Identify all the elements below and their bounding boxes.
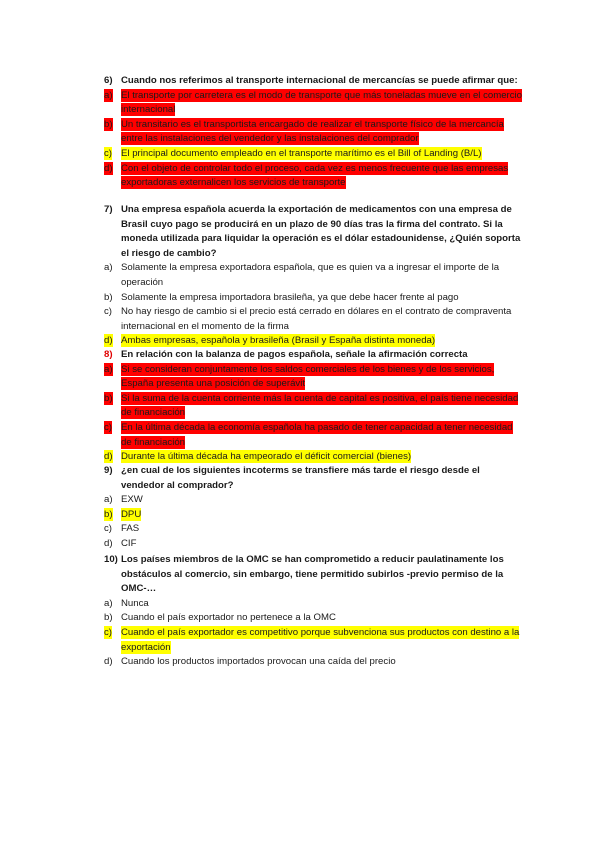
question-6	[104, 74, 524, 191]
option-text: No hay riesgo de cambio si el precio está cerrado en dólares en el contrato de compraventa internacional en el momento de la firma	[121, 306, 512, 332]
option-letter: a)	[104, 363, 113, 375]
question-10-header	[104, 553, 524, 597]
option-c	[104, 305, 524, 334]
option-a	[104, 597, 524, 612]
option-c	[104, 626, 524, 655]
question-8	[104, 348, 524, 465]
question-text: ¿en cual de los siguientes incoterms se transfiere más tarde el riesgo desde el vendedor al comprador?	[121, 465, 480, 491]
option-a	[104, 493, 524, 508]
option-d	[104, 450, 524, 465]
option-text: CIF	[121, 537, 137, 549]
option-text: Cuando el país exportador es competitivo porque subvenciona sus productos con destino a la exportación	[121, 626, 520, 653]
option-letter: c)	[104, 626, 112, 638]
option-text: El transporte por carretera es el modo de transporte que más toneladas mueve en el comercio internacional	[121, 89, 523, 116]
option-letter: b)	[104, 392, 113, 404]
option-b	[104, 611, 524, 626]
question-8-header	[104, 348, 524, 363]
question-number: 10)	[104, 554, 118, 565]
option-text: En la última década la economía española ha pasado de tener capacidad a tener necesidad de financiación	[121, 421, 513, 448]
option-text: FAS	[121, 523, 140, 535]
option-text: DPU	[121, 508, 142, 520]
question-text: Los países miembros de la OMC se han comprometido a reducir paulatinamente los obstáculos al comercio, sin embargo, tiene permitido subirlos -previo permiso de la OMC-…	[121, 554, 504, 595]
option-b	[104, 392, 524, 421]
option-letter: c)	[104, 306, 112, 318]
option-text: Ambas empresas, española y brasileña (Brasil y España distinta moneda)	[121, 335, 436, 347]
question-6-header	[104, 74, 524, 89]
option-a	[104, 261, 524, 290]
option-text: Cuando el país exportador no pertenece a la OMC	[121, 612, 336, 624]
question-text: En relación con la balanza de pagos española, señale la afirmación correcta	[121, 349, 468, 360]
option-letter: d)	[104, 656, 113, 668]
option-c	[104, 522, 524, 537]
question-10	[104, 553, 524, 670]
option-letter: c)	[104, 147, 112, 159]
option-letter: b)	[104, 508, 113, 520]
option-letter: c)	[104, 523, 112, 535]
option-d	[104, 334, 524, 349]
option-text: El principal documento empleado en el transporte marítimo es el Bill of Landing (B/L)	[121, 147, 482, 159]
option-letter: a)	[104, 89, 113, 101]
option-text: Si la suma de la cuenta corriente más la cuenta de capital es positiva, el país tiene necesidad de financiación	[121, 392, 519, 419]
option-text: EXW	[121, 494, 143, 506]
option-b	[104, 291, 524, 306]
option-letter: d)	[104, 335, 113, 347]
question-text: Cuando nos referimos al transporte internacional de mercancías se puede afirmar que:	[121, 75, 518, 86]
option-a	[104, 89, 524, 118]
option-letter: c)	[104, 421, 112, 433]
question-number: 6)	[104, 75, 113, 86]
option-d	[104, 537, 524, 552]
option-text: Durante la última década ha empeorado el déficit comercial (bienes)	[121, 451, 412, 463]
option-letter: d)	[104, 537, 113, 549]
option-text: Un transitario es el transportista encargado de realizar el transporte físico de la mercancía entre las instalaciones del vendedor y las instalaciones del comprador	[121, 118, 504, 145]
option-letter: a)	[104, 597, 113, 609]
option-text: Solamente la empresa importadora brasileña, ya que debe hacer frente al pago	[121, 291, 459, 303]
option-c	[104, 147, 524, 162]
question-number: 9)	[104, 465, 113, 476]
option-a	[104, 363, 524, 392]
question-number: 8)	[104, 349, 113, 360]
option-text: Con el objeto de controlar todo el proceso, cada vez es menos frecuente que las empresas exportadoras externalicen los servicios de transporte	[121, 162, 509, 189]
option-b	[104, 508, 524, 523]
option-letter: a)	[104, 262, 113, 274]
question-text: Una empresa española acuerda la exportación de medicamentos con una empresa de Brasil cuyo pago se producirá en un plazo de 90 días tras la firma del contrato. Si la moneda utilizada para liquidar la operación es el dólar estadounidense, ¿Quién soporta el riesgo de cambio?	[121, 204, 521, 259]
option-c	[104, 421, 524, 450]
question-7-header	[104, 203, 524, 261]
option-letter: b)	[104, 612, 113, 624]
option-d	[104, 162, 524, 191]
question-number: 7)	[104, 204, 113, 215]
option-text: Solamente la empresa exportadora española, que es quien va a ingresar el importe de la operación	[121, 262, 500, 288]
option-text: Si se consideran conjuntamente los saldos comerciales de los bienes y de los servicios, España presenta una posición de superávit	[121, 363, 495, 390]
option-d	[104, 655, 524, 670]
option-letter: d)	[104, 162, 113, 174]
option-text: Cuando los productos importados provocan una caída del precio	[121, 656, 396, 668]
question-7	[104, 203, 524, 349]
option-letter: b)	[104, 118, 113, 130]
question-9	[104, 464, 524, 552]
question-9-header	[104, 464, 524, 493]
option-letter: b)	[104, 291, 113, 303]
option-letter: a)	[104, 494, 113, 506]
option-letter: d)	[104, 451, 113, 463]
option-text: Nunca	[121, 597, 149, 609]
option-b	[104, 118, 524, 147]
